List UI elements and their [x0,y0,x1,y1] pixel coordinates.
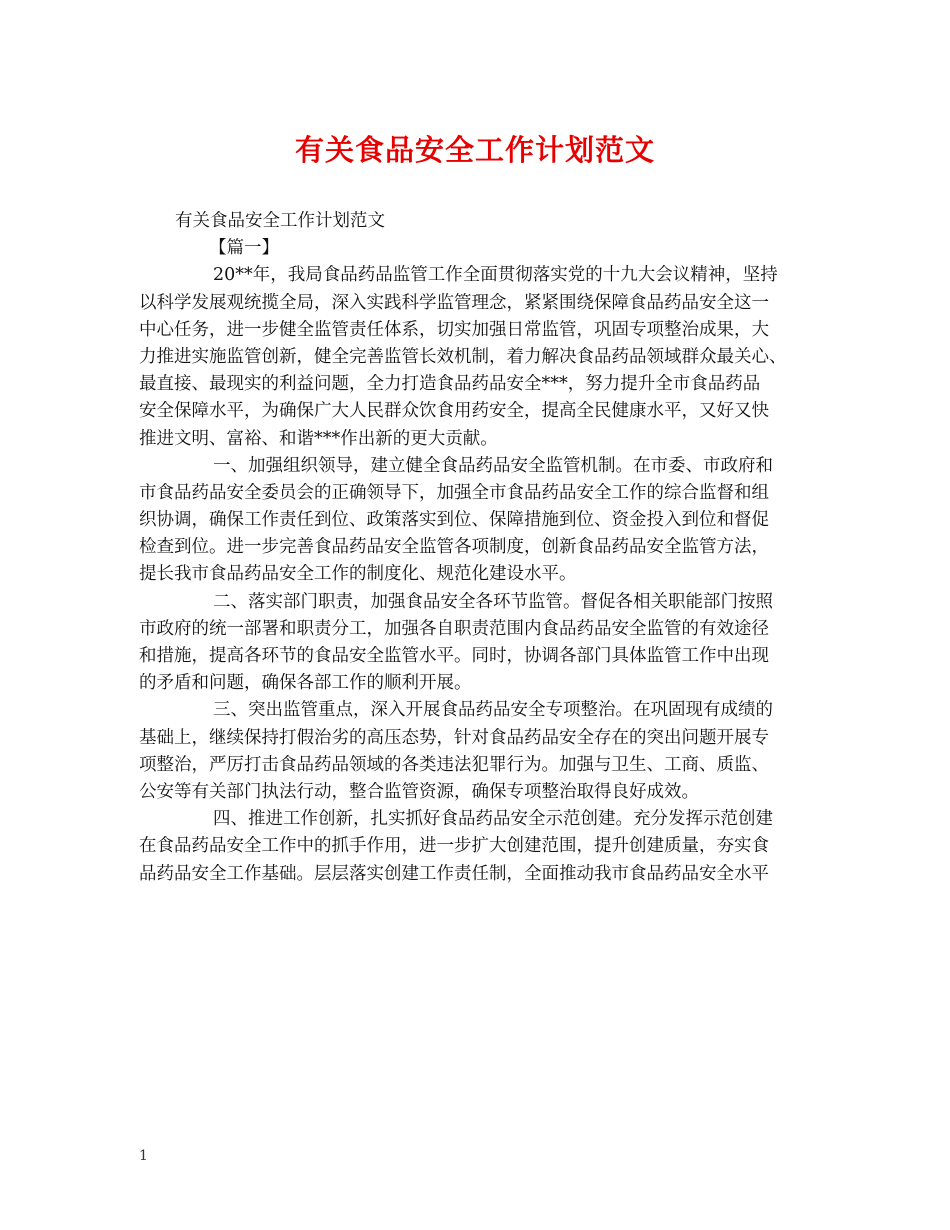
paragraph-line: 最直接、最现实的利益问题，全力打造食品药品安全***，努力提升全市食品药品 [139,374,761,395]
paragraph-line: 的矛盾和问题，确保各部工作的顺利开展。 [139,673,472,694]
paragraph-line: 20**年，我局食品药品监管工作全面贯彻落实党的十九大会议精神，坚持 [213,265,778,286]
paragraph-line: 市食品药品安全委员会的正确领导下，加强全市食品药品安全工作的综合监督和组 [139,482,769,503]
paragraph-line: 安全保障水平，为确保广大人民群众饮食用药安全，提高全民健康水平，又好又快 [139,401,769,422]
paragraph-line: 四、推进工作创新，扎实抓好食品药品安全示范创建。充分发挥示范创建 [213,809,773,830]
page-number: 1 [139,1148,148,1164]
subtitle: 有关食品安全工作计划范文 [175,211,385,231]
paragraph-line: 力推进实施监管创新，健全完善监管长效机制，着力解决食品药品领域群众最关心、 [139,346,787,367]
paragraph-line: 基础上，继续保持打假治劣的高压态势，针对食品药品安全存在的突出问题开展专 [139,727,769,748]
paragraph-line: 三、突出监管重点，深入开展食品药品安全专项整治。在巩固现有成绩的 [213,700,773,721]
paragraph-line: 和措施，提高各环节的食品安全监管水平。同时，协调各部门具体监管工作中出现 [139,646,769,666]
paragraph-line: 推进文明、富裕、和谐***作出新的更大贡献。 [139,428,498,449]
paragraph-line: 检查到位。进一步完善食品药品安全监管各项制度，创新食品药品安全监管方法， [139,537,769,558]
paragraph-line: 中心任务，进一步健全监管责任体系，切实加强日常监管，巩固专项整治成果，大 [139,319,769,340]
section-label: 【篇一】 [209,238,279,259]
paragraph-line: 在食品药品安全工作中的抓手作用，进一步扩大创建范围，提升创建质量，夯实食 [139,836,769,857]
paragraph-line: 市政府的统一部署和职责分工，加强各自职责范围内食品药品安全监管的有效途径 [139,618,769,639]
document-body [139,208,821,888]
paragraph-line: 以科学发展观统揽全局，深入实践科学监管理念，紧紧围绕保障食品药品安全这一 [139,292,769,313]
paragraph-line: 二、落实部门职责，加强食品安全各环节监管。督促各相关职能部门按照 [213,591,773,612]
paragraph-line: 提长我市食品药品安全工作的制度化、规范化建设水平。 [139,564,577,585]
paragraph-line: 公安等有关部门执法行动，整合监管资源，确保专项整治取得良好成效。 [139,781,699,802]
paragraph-line: 品药品安全工作基础。层层落实创建工作责任制，全面推动我市食品药品安全水平 [139,863,769,884]
paragraph-line: 一、加强组织领导，建立健全食品药品安全监管机制。在市委、市政府和 [213,455,773,476]
paragraph-line: 项整治，严厉打击食品药品领域的各类违法犯罪行为。加强与卫生、工商、质监、 [139,754,769,775]
paragraph-line: 织协调，确保工作责任到位、政策落实到位、保障措施到位、资金投入到位和督促 [139,510,769,531]
document-title: 有关食品安全工作计划范文 [294,133,655,167]
